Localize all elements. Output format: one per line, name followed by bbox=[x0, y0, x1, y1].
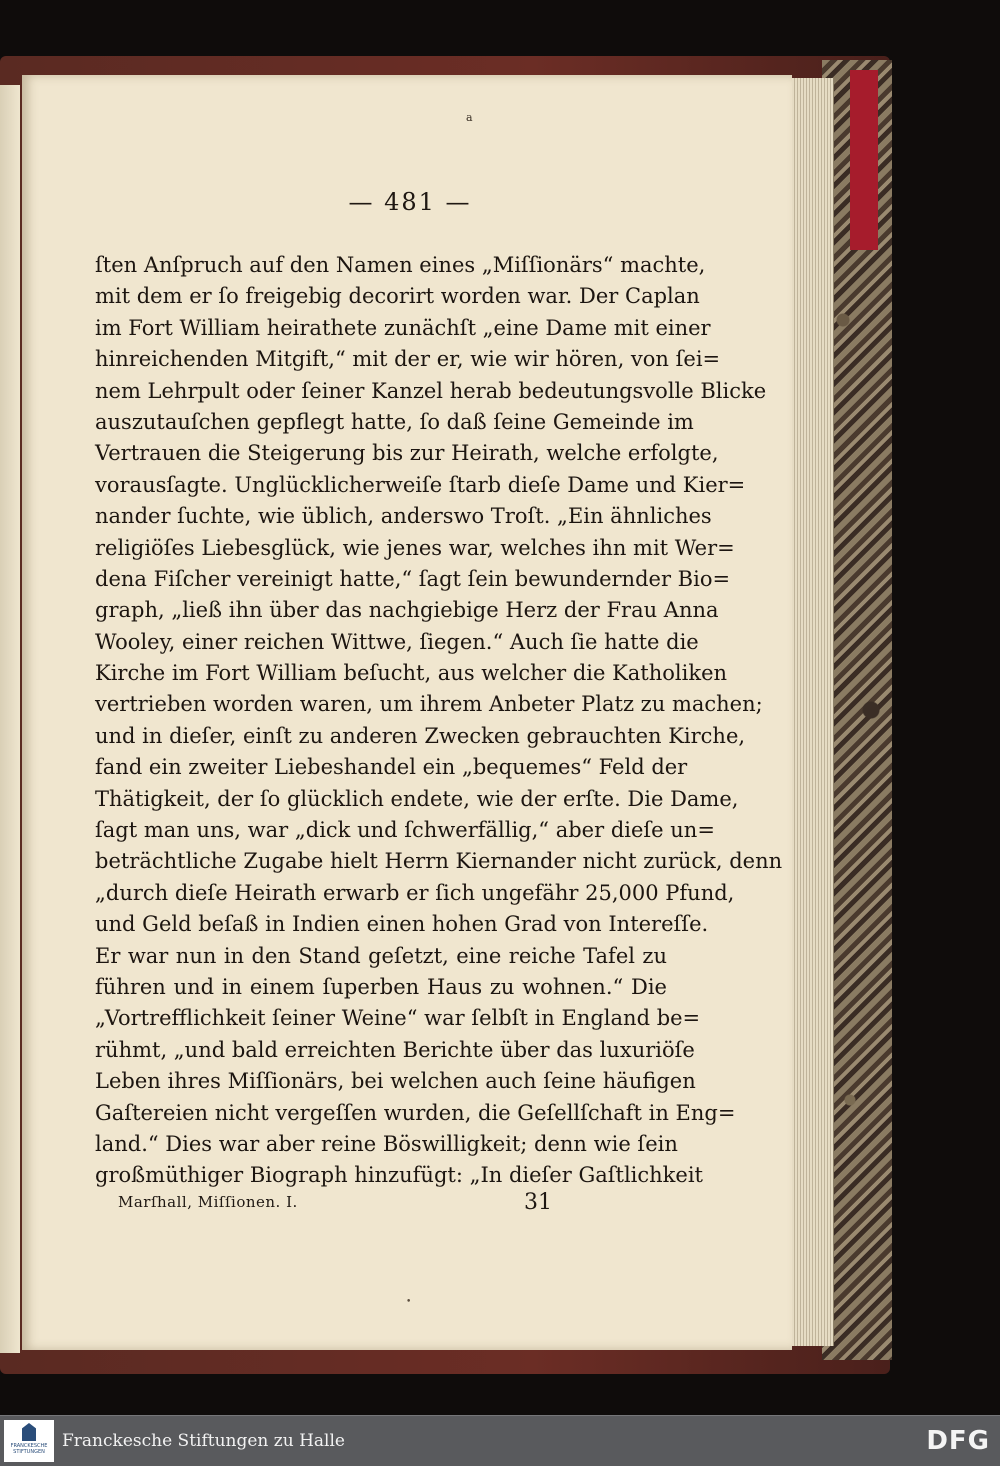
text-line: und Geld beſaß in Indien einen hohen Grad von Intereſſe. bbox=[95, 912, 709, 937]
signature-mark: 31 bbox=[524, 1190, 552, 1215]
text-line: führen und in einem ſuperben Haus zu wohnen.“ Die bbox=[95, 974, 667, 999]
dfg-logo[interactable]: DFG bbox=[926, 1426, 990, 1456]
ink-speck: • bbox=[406, 1297, 412, 1307]
text-line: „durch dieſe Heirath erwarb er ſich ungefähr 25,000 Pfund, bbox=[95, 880, 735, 905]
text-line: Wooley, einer reichen Wittwe, ſiegen.“ Auch ſie hatte die bbox=[95, 629, 699, 654]
body-text bbox=[95, 250, 783, 1192]
printer-signature: Marſhall, Miſſionen. I. bbox=[118, 1193, 298, 1211]
text-line: nem Lehrpult oder ſeiner Kanzel herab bedeutungsvolle Blicke bbox=[95, 378, 767, 403]
viewer-footer bbox=[0, 1415, 1000, 1466]
text-line: Thätigkeit, der ſo glücklich endete, wie der erſte. Die Dame, bbox=[95, 786, 739, 811]
small-mark: a bbox=[466, 111, 473, 124]
institution-name[interactable]: Franckesche Stiftungen zu Halle bbox=[62, 1431, 345, 1451]
text-line: Gaſtereien nicht vergeſſen wurden, die Geſellſchaft in Eng= bbox=[95, 1100, 736, 1125]
text-line: beträchtliche Zugabe hielt Herrn Kiernander nicht zurück, denn bbox=[95, 849, 783, 874]
text-line: ſten Anſpruch auf den Namen eines „Miſſionärs“ machte, bbox=[95, 253, 706, 277]
text-line: land.“ Dies war aber reine Böswilligkeit; denn wie ſein bbox=[95, 1131, 678, 1156]
text-line: mit dem er ſo freigebig decorirt worden war. Der Caplan bbox=[95, 284, 700, 309]
text-line: religiöſes Liebesglück, wie jenes war, welches ihn mit Wer= bbox=[95, 535, 735, 560]
text-line: vorausſagte. Unglücklicherweiſe ſtarb dieſe Dame und Kier= bbox=[95, 472, 746, 497]
page-number: — 481 — bbox=[348, 188, 472, 216]
text-line: Kirche im Fort William beſucht, aus welcher die Katholiken bbox=[95, 661, 728, 686]
text-line: „Vortrefflichkeit ſeiner Weine“ war ſelbſt in England be= bbox=[95, 1006, 701, 1031]
text-line: und in dieſer, einſt zu anderen Zwecken gebrauchten Kirche, bbox=[95, 723, 746, 748]
text-line: hinreichenden Mitgift,“ mit der er, wie wir hören, von ſei= bbox=[95, 347, 721, 372]
francke-logo[interactable] bbox=[4, 1420, 54, 1462]
page-fore-edge bbox=[788, 78, 834, 1346]
text-line: nander ſuchte, wie üblich, anderswo Troſt. „Ein ähnliches bbox=[95, 504, 712, 529]
text-line: im Fort William heirathete zunächſt „eine Dame mit einer bbox=[95, 315, 711, 340]
text-line: Er war nun in den Stand geſetzt, eine reiche Tafel zu bbox=[95, 943, 667, 968]
text-line: vertrieben worden waren, um ihrem Anbeter Platz zu machen; bbox=[95, 692, 763, 717]
logo-text: FRANCKESCHE STIFTUNGEN bbox=[10, 1443, 48, 1455]
text-line: rühmt, „und bald erreichten Berichte über das luxuriöſe bbox=[95, 1037, 695, 1062]
red-spine-band bbox=[850, 70, 878, 250]
left-page-edge bbox=[0, 85, 20, 1353]
text-line: Leben ihres Miſſionärs, bei welchen auch ſeine häufigen bbox=[95, 1069, 696, 1094]
text-line: ſagt man uns, war „dick und ſchwerfällig,“ aber dieſe un= bbox=[95, 818, 715, 843]
text-line: graph, „ließ ihn über das nachgiebige Herz der Frau Anna bbox=[95, 598, 719, 623]
text-line: dena Fiſcher vereinigt hatte,“ ſagt ſein bewundernder Bio= bbox=[95, 566, 731, 591]
text-line: großmüthiger Biograph hinzufügt: „In dieſer Gaſtlichkeit bbox=[95, 1163, 703, 1188]
text-line: fand ein zweiter Liebeshandel ein „bequemes“ Feld der bbox=[95, 755, 688, 780]
text-line: Vertrauen die Steigerung bis zur Heirath, welche erfolgte, bbox=[95, 441, 719, 466]
text-line: auszutauſchen gepflegt hatte, ſo daß ſeine Gemeinde im bbox=[95, 409, 694, 434]
building-icon bbox=[22, 1423, 36, 1441]
